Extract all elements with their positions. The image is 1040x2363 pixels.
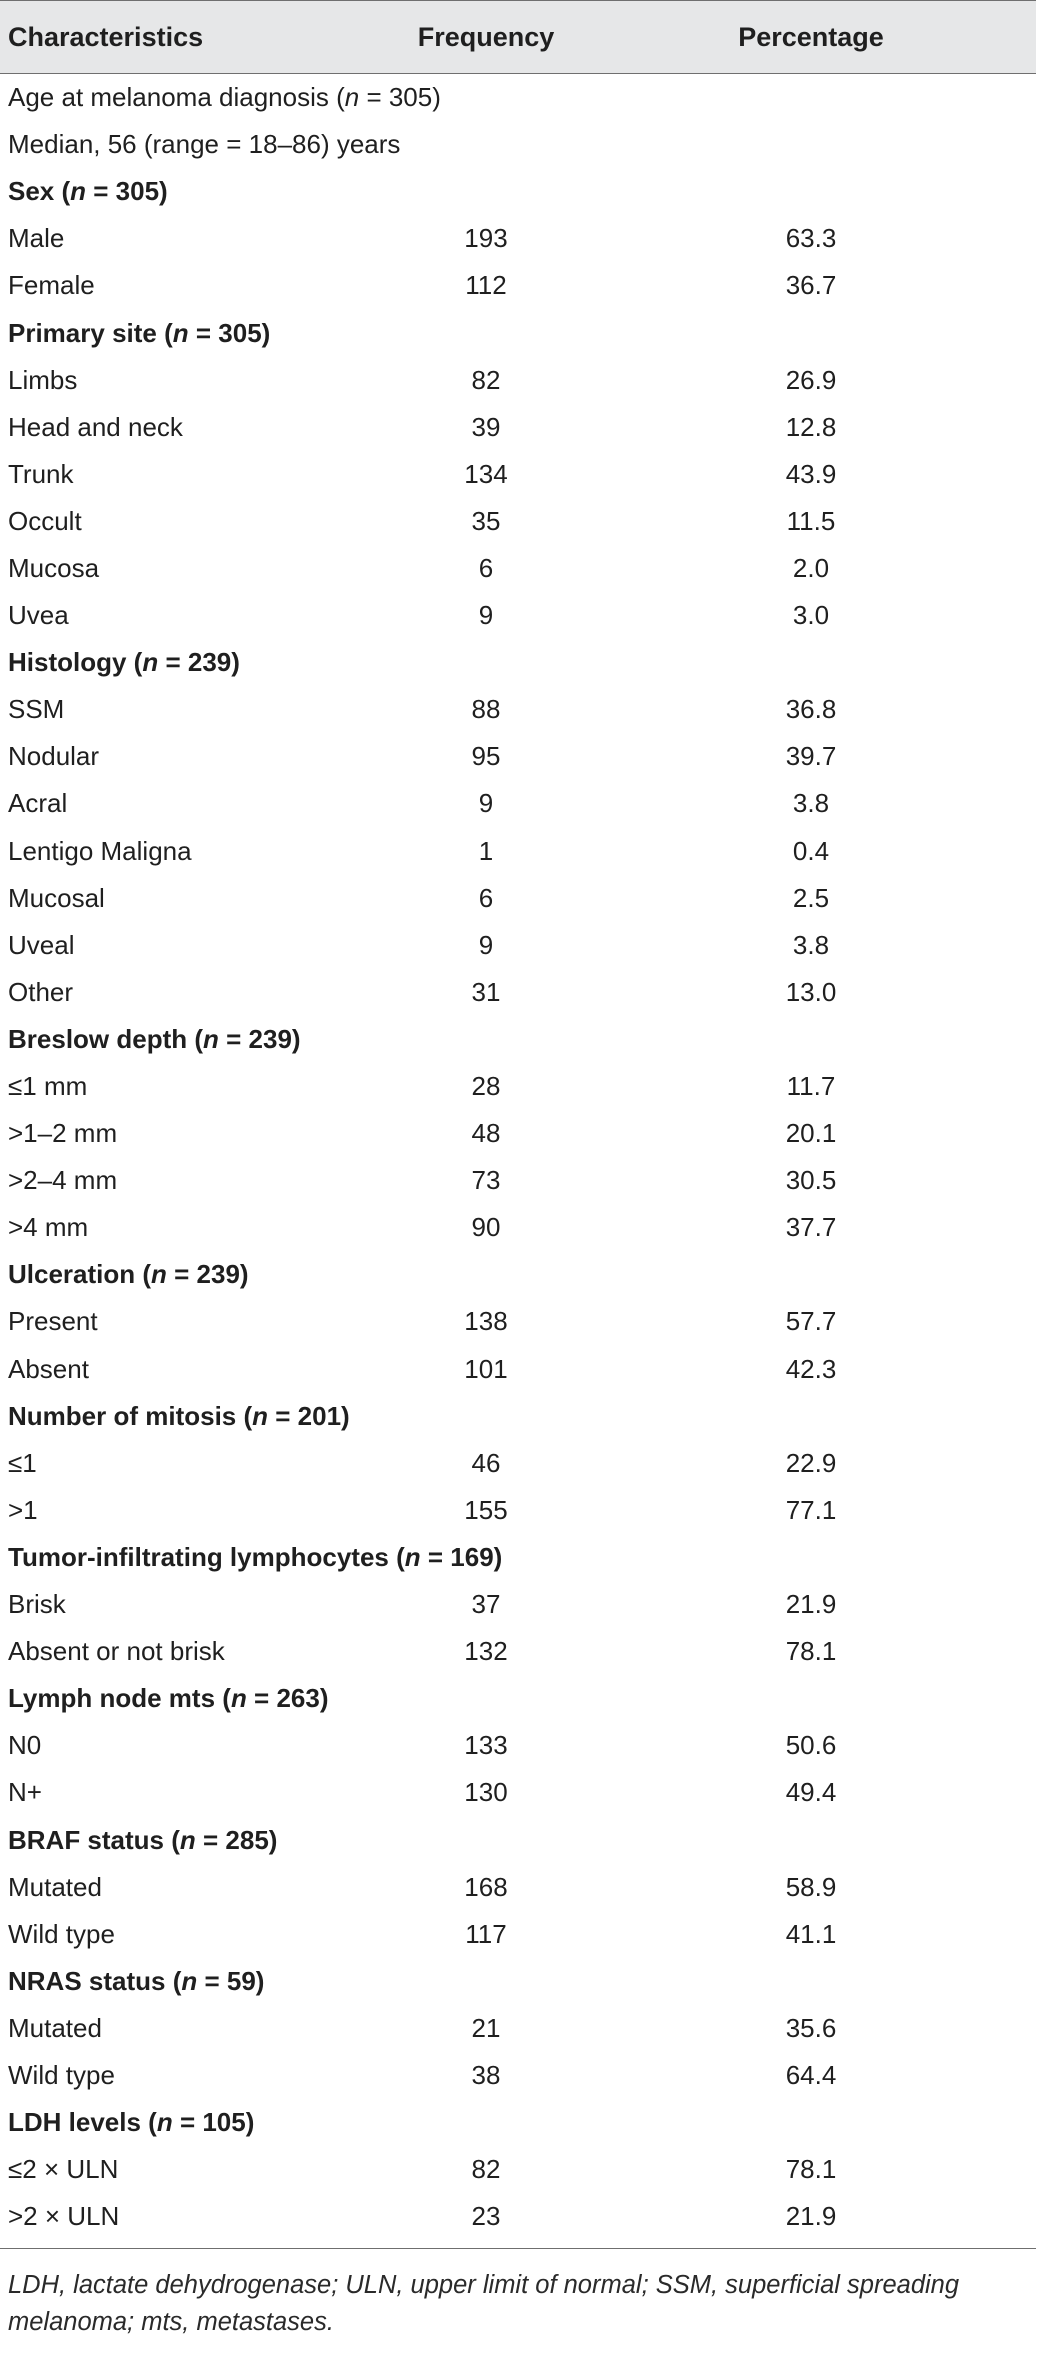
label-text: Absent [8,1353,89,1384]
info-row [0,121,1036,168]
table-row [0,545,1036,592]
frequency-cell: 82 [471,2154,501,2185]
label-count: = 239) [158,647,240,678]
label-text: Other [8,976,74,1007]
characteristic-label [0,1683,386,1714]
frequency-cell: 168 [464,1871,508,1902]
label-text: Mutated [8,2012,102,2043]
characteristic-label [0,1966,386,1997]
characteristic-label [0,1589,386,1620]
frequency-cell: 134 [464,458,508,489]
label-text: Head and neck [8,411,183,442]
label-text: >2–4 mm [8,1165,118,1196]
label-text: Breslow depth ( [8,1023,204,1054]
table-row [0,1722,1036,1769]
label-text: NRAS status ( [8,1965,182,1996]
percentage-cell: 11.5 [786,505,836,536]
label-text: Lymph node mts ( [8,1683,231,1714]
label-n: n [151,1259,167,1290]
characteristic-label [0,1825,386,1856]
characteristic-label [0,459,386,490]
label-text: Mucosa [8,552,100,583]
percentage-cell: 22.9 [785,1447,837,1478]
table-row [0,2052,1036,2099]
characteristic-label [0,741,386,772]
label-text: Histology ( [8,647,143,678]
table-row [0,2193,1036,2240]
frequency-cell: 9 [478,788,494,819]
characteristic-label [0,2013,386,2044]
percentage-cell: 0.4 [792,835,830,866]
section-heading-row [0,309,1036,356]
characteristic-label [0,1636,386,1667]
percentage-cell: 50.6 [785,1730,837,1761]
label-text: Lentigo Maligna [8,835,192,866]
characteristic-label [0,1541,503,1573]
label-n: n [252,1400,269,1431]
characteristic-label [0,553,386,584]
label-text: Uvea [8,600,69,631]
label-text: ≤2 × ULN [8,2154,119,2185]
label-text: Age at melanoma diagnosis ( [8,82,345,113]
table-body [0,74,1036,2240]
label-text: >2 × ULN [8,2201,120,2232]
header-characteristics: Characteristics [8,21,204,52]
characteristic-label [0,365,386,396]
percentage-cell: 37.7 [785,1212,837,1243]
characteristic-label [0,1165,386,1196]
frequency-cell: 1 [478,835,494,866]
frequency-cell: 6 [478,552,494,583]
frequency-cell: 88 [471,694,501,725]
table-footnote: LDH, lactate dehydrogenase; ULN, upper limit of normal; SSM, superficial spreading melanoma; mts, metastases. [0,2248,1036,2341]
label-text: Nodular [8,741,100,772]
label-text: >1 [8,1494,38,1525]
characteristic-label [0,930,386,961]
table-row [0,875,1036,922]
characteristic-label [0,1401,386,1432]
label-n: n [70,176,87,207]
frequency-cell: 9 [478,600,494,631]
label-count: = 305) [86,176,168,207]
frequency-cell: 193 [464,223,508,254]
table-row [0,828,1036,875]
table-row [0,1769,1036,1816]
frequency-cell: 48 [471,1118,501,1149]
label-text: Mucosal [8,882,105,913]
label-text: Uveal [8,929,75,960]
label-text: Median, 56 (range = 18–86) years [8,129,401,160]
characteristic-label [0,223,386,254]
frequency-cell: 9 [478,929,494,960]
characteristic-label [0,2107,386,2138]
label-count: = 239) [166,1259,249,1290]
characteristic-label [0,1212,386,1243]
header-percentage: Percentage [738,21,884,52]
table-row [0,215,1036,262]
frequency-cell: 23 [471,2201,501,2232]
table-row [0,1487,1036,1534]
percentage-cell: 2.0 [792,552,830,583]
label-text: BRAF status ( [8,1824,180,1855]
characteristic-label [0,600,386,631]
frequency-cell: 73 [471,1165,501,1196]
frequency-cell: 38 [471,2059,501,2090]
table-row [0,780,1036,827]
table-row [0,1581,1036,1628]
percentage-cell: 43.9 [785,458,837,489]
percentage-cell: 26.9 [785,364,837,395]
label-n: n [172,317,189,348]
label-count: = 305) [359,82,441,113]
percentage-cell: 20.1 [785,1118,837,1149]
table-row [0,1204,1036,1251]
table-row [0,1911,1036,1958]
label-text: SSM [8,694,65,725]
characteristic-label [0,1919,386,1950]
characteristic-label [0,1495,386,1526]
percentage-cell: 36.7 [785,270,837,301]
section-heading-row [0,639,1036,686]
frequency-cell: 28 [471,1071,501,1102]
table-header-row [0,1,1036,74]
percentage-cell: 13.0 [785,976,837,1007]
frequency-cell: 46 [471,1447,501,1478]
characteristic-label [0,883,386,914]
percentage-cell: 12.8 [785,411,837,442]
label-text: Acral [8,788,68,819]
characteristic-label [0,647,386,678]
characteristic-label [0,2154,386,2185]
percentage-cell: 42.3 [785,1353,837,1384]
frequency-cell: 95 [471,741,501,772]
frequency-cell: 6 [478,882,494,913]
table-row [0,357,1036,404]
label-text: LDH levels ( [8,2107,157,2138]
section-heading-row [0,1816,1036,1863]
label-count: = 285) [195,1824,278,1855]
label-text: Trunk [8,458,74,489]
characteristic-label [0,1024,386,1055]
table-row [0,404,1036,451]
table-row [0,451,1036,498]
label-text: >1–2 mm [8,1118,118,1149]
percentage-cell: 64.4 [785,2059,837,2090]
percentage-cell: 36.8 [785,694,837,725]
label-text: Limbs [8,364,78,395]
table-row [0,922,1036,969]
characteristic-label [0,129,401,160]
label-count: = 305) [188,317,271,348]
section-heading-row [0,1393,1036,1440]
frequency-cell: 138 [464,1306,508,1337]
label-text: Occult [8,505,82,536]
percentage-cell: 3.8 [792,788,830,819]
table-row [0,2146,1036,2193]
frequency-cell: 155 [464,1494,508,1525]
label-n: n [230,1683,247,1714]
frequency-cell: 132 [464,1636,508,1667]
table-row [0,1346,1036,1393]
label-n: n [181,1965,198,1996]
percentage-cell: 3.8 [792,929,830,960]
characteristic-label [0,270,386,301]
table-row [0,686,1036,733]
label-count: = 239) [218,1023,301,1054]
characteristic-label [0,1872,386,1903]
label-count: = 263) [246,1683,329,1714]
table-row [0,2005,1036,2052]
characteristic-label [0,1306,386,1337]
info-row [0,74,1036,121]
table-row [0,592,1036,639]
characteristic-label [0,2201,386,2232]
label-text: Female [8,270,95,301]
characteristic-label [0,1259,386,1290]
characteristic-label [0,1118,386,1149]
label-text: Wild type [8,1918,115,1949]
frequency-cell: 39 [471,411,501,442]
label-count: = 105) [172,2107,255,2138]
percentage-cell: 63.3 [785,223,837,254]
header-frequency: Frequency [417,21,555,52]
label-text: N+ [8,1777,42,1808]
label-count: = 169) [420,1541,503,1572]
frequency-cell: 112 [465,270,507,301]
characteristic-label [0,1730,386,1761]
table-row [0,1628,1036,1675]
section-heading-row [0,1251,1036,1298]
label-n: n [156,2107,173,2138]
label-text: Male [8,223,65,254]
table-row [0,1110,1036,1157]
section-heading-row [0,1958,1036,2005]
label-n: n [203,1023,219,1054]
characteristic-label [0,1071,386,1102]
characteristic-label [0,1777,386,1808]
frequency-cell: 35 [471,505,501,536]
label-text: Sex ( [8,176,71,207]
frequency-cell: 37 [471,1589,501,1620]
frequency-cell: 117 [465,1918,507,1949]
label-text: Mutated [8,1871,102,1902]
label-text: Tumor-infiltrating lymphocytes ( [8,1541,405,1572]
section-heading-row [0,1534,1036,1581]
label-text: Ulceration ( [8,1259,152,1290]
frequency-cell: 130 [464,1777,508,1808]
label-text: N0 [8,1730,42,1761]
label-text: Number of mitosis ( [8,1400,253,1431]
table-row [0,1063,1036,1110]
label-count: = 59) [197,1965,265,1996]
section-heading-row [0,1675,1036,1722]
label-text: ≤1 mm [8,1071,88,1102]
percentage-cell: 41.1 [785,1918,837,1949]
percentage-cell: 21.9 [785,2201,837,2232]
percentage-cell: 57.7 [785,1306,837,1337]
percentage-cell: 2.5 [792,882,830,913]
percentage-cell: 77.1 [785,1494,837,1525]
table-row [0,1864,1036,1911]
percentage-cell: 3.0 [792,600,830,631]
label-text: Primary site ( [8,317,173,348]
table-row [0,733,1036,780]
table-row [0,969,1036,1016]
characteristic-label [0,788,386,819]
label-n: n [142,647,159,678]
frequency-cell: 133 [464,1730,508,1761]
section-heading-row [0,168,1036,215]
frequency-cell: 90 [471,1212,501,1243]
characteristic-label [0,412,386,443]
frequency-cell: 21 [471,2012,501,2043]
label-n: n [179,1824,196,1855]
characteristic-label [0,2060,386,2091]
label-text: Absent or not brisk [8,1636,225,1667]
percentage-cell: 39.7 [785,741,837,772]
characteristic-label [0,318,386,349]
label-n: n [404,1541,421,1572]
label-n: n [344,82,360,113]
percentage-cell: 30.5 [785,1165,837,1196]
label-count: = 201) [268,1400,350,1431]
label-text: Wild type [8,2059,115,2090]
frequency-cell: 82 [471,364,501,395]
table-row [0,1440,1036,1487]
percentage-cell: 49.4 [785,1777,837,1808]
characteristic-label [0,82,441,113]
table-row [0,498,1036,545]
percentage-cell: 58.9 [785,1871,837,1902]
table-row [0,262,1036,309]
label-text: Brisk [8,1589,66,1620]
label-text: Present [8,1306,98,1337]
characteristic-label [0,1354,386,1385]
label-text: ≤1 [8,1447,37,1478]
percentage-cell: 21.9 [785,1589,837,1620]
characteristic-label [0,977,386,1008]
percentage-cell: 78.1 [785,2154,837,2185]
characteristic-label [0,836,386,867]
characteristic-label [0,506,386,537]
table-row [0,1157,1036,1204]
section-heading-row [0,1016,1036,1063]
section-heading-row [0,2099,1036,2146]
percentage-cell: 78.1 [785,1636,837,1667]
percentage-cell: 35.6 [785,2012,837,2043]
characteristic-label [0,694,386,725]
frequency-cell: 31 [471,976,501,1007]
label-text: >4 mm [8,1212,89,1243]
percentage-cell: 11.7 [786,1071,836,1102]
table-row [0,1298,1036,1345]
characteristic-label [0,1448,386,1479]
characteristic-label [0,176,386,207]
frequency-cell: 101 [464,1353,508,1384]
